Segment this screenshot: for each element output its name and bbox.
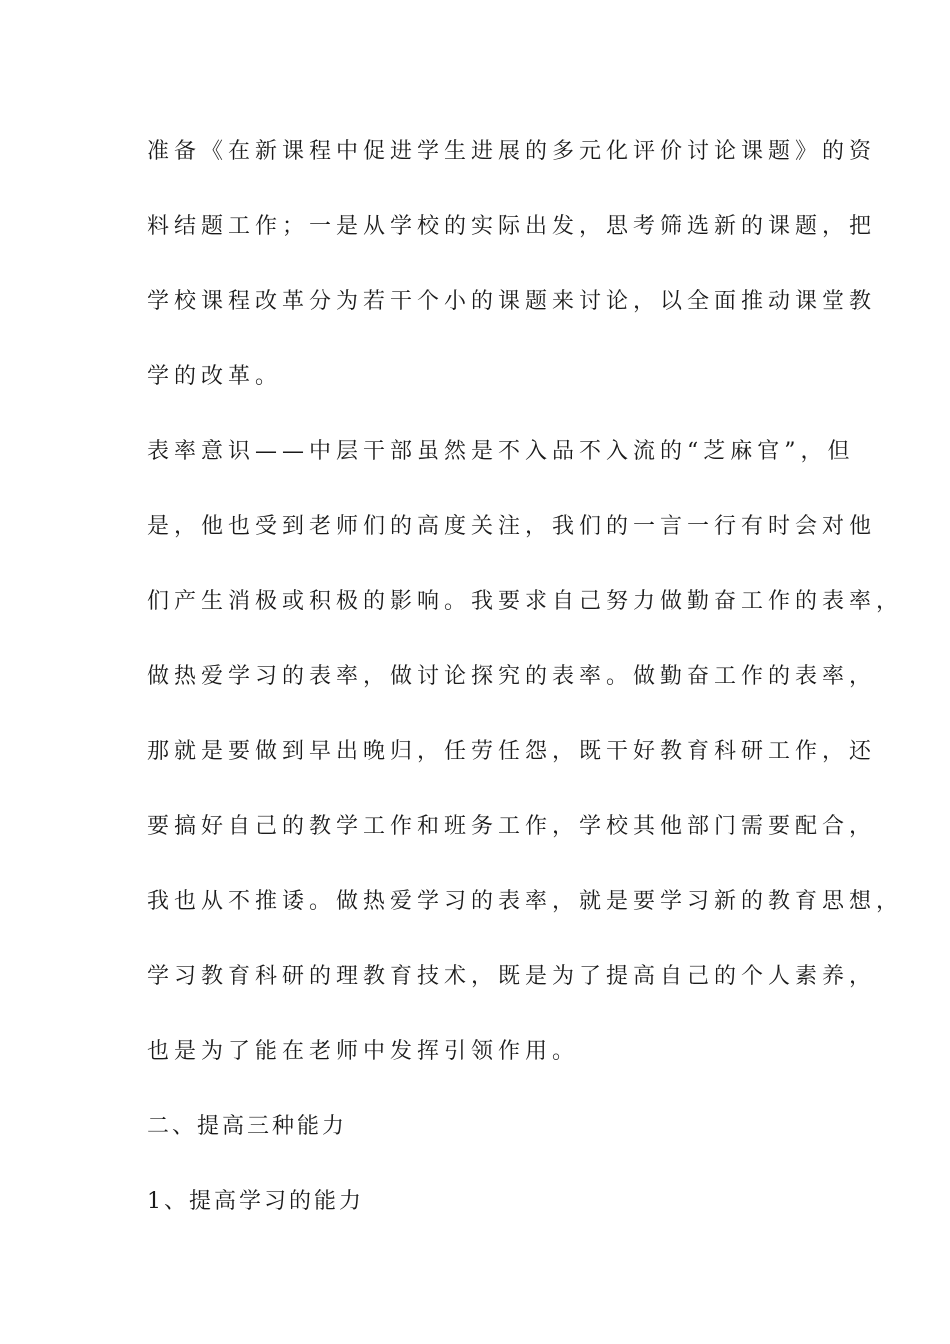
paragraph-line: 是，他也受到老师们的高度关注，我们的一言一行有时会对他 (147, 514, 877, 539)
paragraph-line: 做热爱学习的表率，做讨论探究的表率。做勤奋工作的表率， (147, 664, 877, 689)
paragraph-line: 学习教育科研的理教育技术，既是为了提高自己的个人素养， (147, 964, 877, 989)
paragraph-line: 要搞好自己的教学工作和班务工作，学校其他部门需要配合， (147, 814, 877, 839)
paragraph-line: 准备《在新课程中促进学生进展的多元化评价讨论课题》的资 (147, 139, 877, 164)
paragraph-line: 学校课程改革分为若干个小的课题来讨论，以全面推动课堂教 (147, 289, 877, 314)
section-heading: 二、提高三种能力 (147, 1114, 348, 1139)
paragraph-line: 我也从不推诿。做热爱学习的表率，就是要学习新的教育思想， (147, 889, 904, 914)
paragraph-line: 料结题工作；一是从学校的实际出发，思考筛选新的课题，把 (147, 214, 877, 239)
paragraph-line: 表率意识——中层干部虽然是不入品不入流的“芝麻官”，但 (147, 439, 855, 464)
paragraph-line: 也是为了能在老师中发挥引领作用。 (147, 1039, 580, 1064)
paragraph-line: 那就是要做到早出晚归，任劳任怨，既干好教育科研工作，还 (147, 739, 877, 764)
paragraph-line: 学的改革。 (147, 364, 283, 389)
subsection-heading: 1、提高学习的能力 (147, 1189, 364, 1214)
paragraph-line: 们产生消极或积极的影响。我要求自己努力做勤奋工作的表率， (147, 589, 904, 614)
